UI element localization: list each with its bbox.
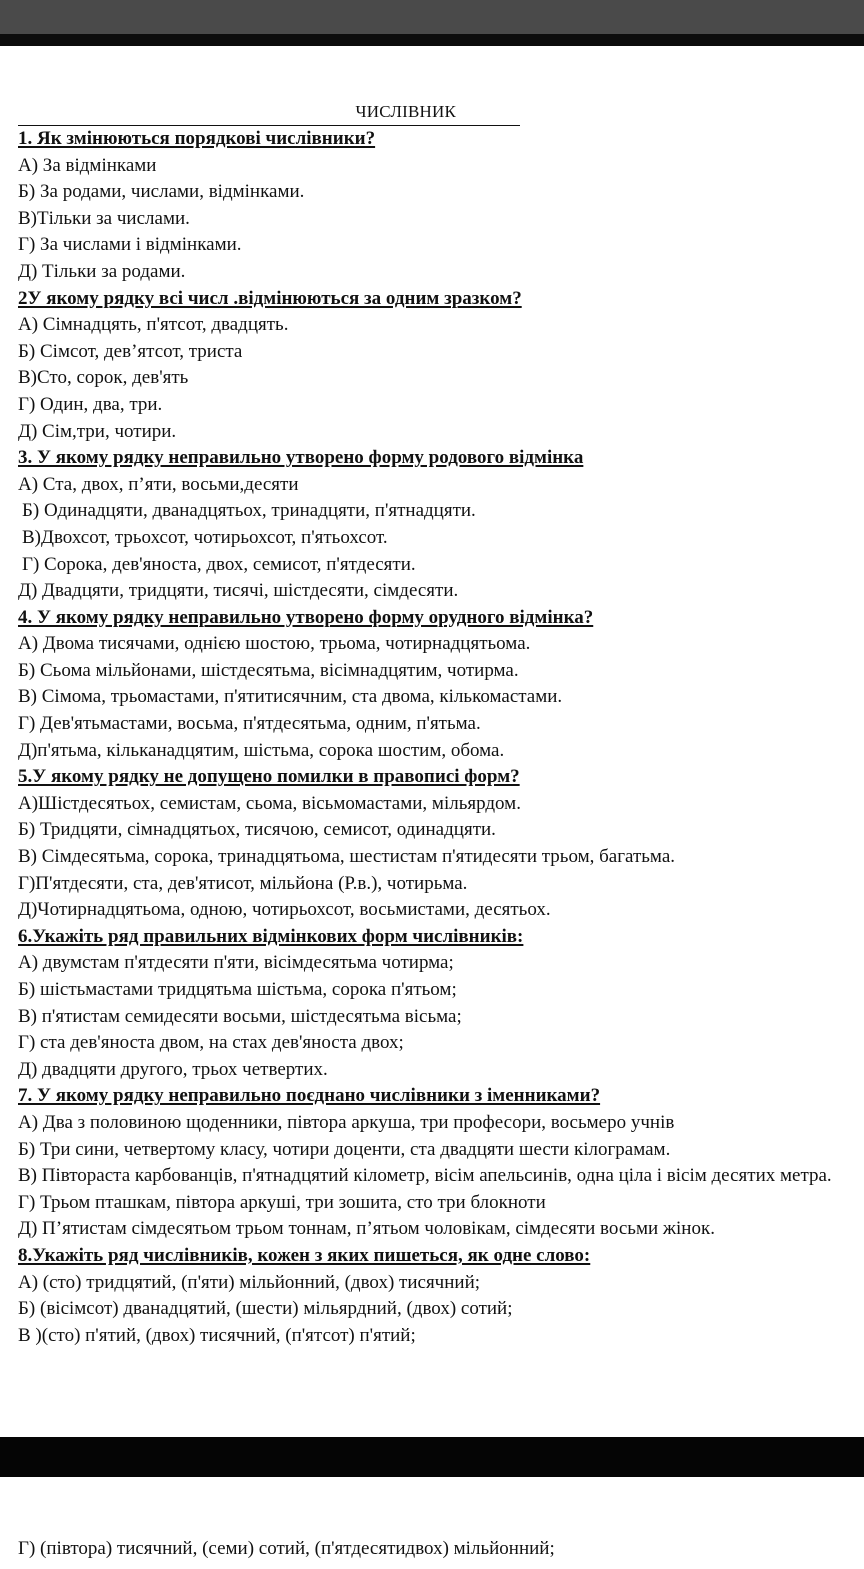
option: Б) (вісімсот) дванадцятий, (шести) мільярдний, (двох) сотий; (18, 1298, 513, 1320)
question-3: 3. У якому рядку неправильно утворено форму родового відмінка (18, 447, 584, 469)
option: Д)п'ятьма, кільканадцятим, шістьма, сорока шостим, обома. (18, 739, 505, 761)
viewer-top-bar (0, 0, 864, 46)
option: Б) Три сини, четвертому класу, чотири доценти, ста двадцяти шести кілограмам. (18, 1138, 671, 1160)
question-5: 5.У якому рядку не допущено помилки в правописі форм? (18, 766, 520, 788)
question-4: 4. У якому рядку неправильно утворено форму орудного відмінка? (18, 606, 594, 628)
option: Б) За родами, числами, відмінками. (18, 181, 305, 203)
option: А) двумстам п'ятдесяти п'яти, вісімдесятьма чотирма; (18, 952, 454, 974)
option: Г) Трьом пташкам, півтора аркуші, три зошита, сто три блокноти (18, 1191, 546, 1213)
document-title: ЧИСЛІВНИК (355, 102, 456, 121)
option: Г) Сорока, дев'яноста, двох, семисот, п'ятдесяти. (22, 553, 416, 575)
option: Б) Одинадцяти, дванадцятьох, тринадцяти, п'ятнадцяти. (22, 500, 476, 522)
option: А) За відмінками (18, 154, 157, 176)
option: А)Шістдесятьох, семистам, сьома, вісьмомастами, мільярдом. (18, 792, 521, 814)
option: В) п'ятистам семидесяти восьми, шістдесятьма вісьма; (18, 1005, 462, 1027)
option: Б) Сьома мільйонами, шістдесятьма, вісімнадцятим, чотирма. (18, 659, 519, 681)
option: Б) шістьмастами тридцятьма шістьма, сорока п'ятьом; (18, 979, 457, 1000)
option: В )(сто) п'ятий, (двох) тисячний, (п'ятсот) п'ятий; (18, 1324, 416, 1346)
option: Д) двадцяти другого, трьох четвертих. (18, 1058, 328, 1080)
option: Г) За числами і відмінками. (18, 234, 242, 256)
option: В)Тільки за числами. (18, 207, 190, 229)
option: Б) Сімсот, дев’ятсот, триста (18, 340, 243, 362)
option: Г) ста дев'яноста двом, на стах дев'яноста двох; (18, 1032, 404, 1054)
option: Д) Тільки за родами. (18, 260, 186, 282)
option: Д) Сім,три, чотири. (18, 420, 177, 442)
option: Д) Двадцяти, тридцяти, тисячі, шістдесяти, сімдесяти. (18, 580, 459, 602)
option: А) (сто) тридцятий, (п'яти) мільйонний, (двох) тисячний; (18, 1271, 481, 1293)
option: Г) Один, два, три. (18, 393, 163, 415)
option: Г) Дев'ятьмастами, восьма, п'ятдесятьма, одним, п'ятьма. (18, 713, 481, 735)
option: А) Два з половиною щоденники, півтора аркуша, три професори, восьмеро учнів (18, 1111, 675, 1133)
title-underline (18, 101, 520, 126)
question-2: 2У якому рядку всі числ .відмінюються за одним зразком? (18, 287, 522, 309)
question-7: 7. У якому рядку неправильно поєднано числівники з іменниками? (18, 1085, 601, 1107)
option: Б) Тридцяти, сімнадцятьох, тисячою, семисот, одинадцяти. (18, 819, 496, 841)
option: В) Півтораста карбованців, п'ятнадцятий кілометр, вісім апельсинів, одна ціла і вісім десятих метра. (18, 1165, 832, 1187)
option: Д) П’ятистам сімдесятьом трьом тоннам, п’ятьом чоловікам, сімдесяти восьми жінок. (18, 1218, 715, 1240)
question-1: 1. Як змінюються порядкові числівники? (18, 128, 376, 149)
option: В) Сімома, трьомастами, п'ятитисячним, ста двома, кількомастами. (18, 686, 563, 708)
option: А) Сімнадцять, п'ятсот, двадцять. (18, 314, 289, 336)
question-8: 8.Укажіть ряд числівників, кожен з яких пишеться, як одне слово: (18, 1244, 591, 1266)
option: Г)П'ятдесяти, ста, дев'ятисот, мільйона (Р.в.), чотирьма. (18, 872, 468, 894)
document-body (18, 126, 864, 1349)
option: А) Двома тисячами, однією шостою, трьома, чотирнадцятьома. (18, 633, 531, 655)
option: А) Ста, двох, п’яти, восьми,десяти (18, 473, 299, 495)
option: В)Сто, сорок, дев'ять (18, 367, 189, 389)
continued-option: Г) (півтора) тисячний, (семи) сотий, (п'ятдесятидвох) мільйонний; (18, 1538, 555, 1559)
option: В)Двохсот, трьохсот, чотирьохсот, п'ятьохсот. (22, 526, 388, 548)
option: В) Сімдесятьма, сорока, тринадцятьома, шестистам п'ятидесяти трьом, багатьма. (18, 846, 676, 868)
page-gap-band (0, 1437, 864, 1477)
question-6: 6.Укажіть ряд правильних відмінкових форм числівників: (18, 925, 524, 947)
option: Д)Чотирнадцятьома, одною, чотирьохсот, восьмистами, десятьох. (18, 899, 551, 921)
